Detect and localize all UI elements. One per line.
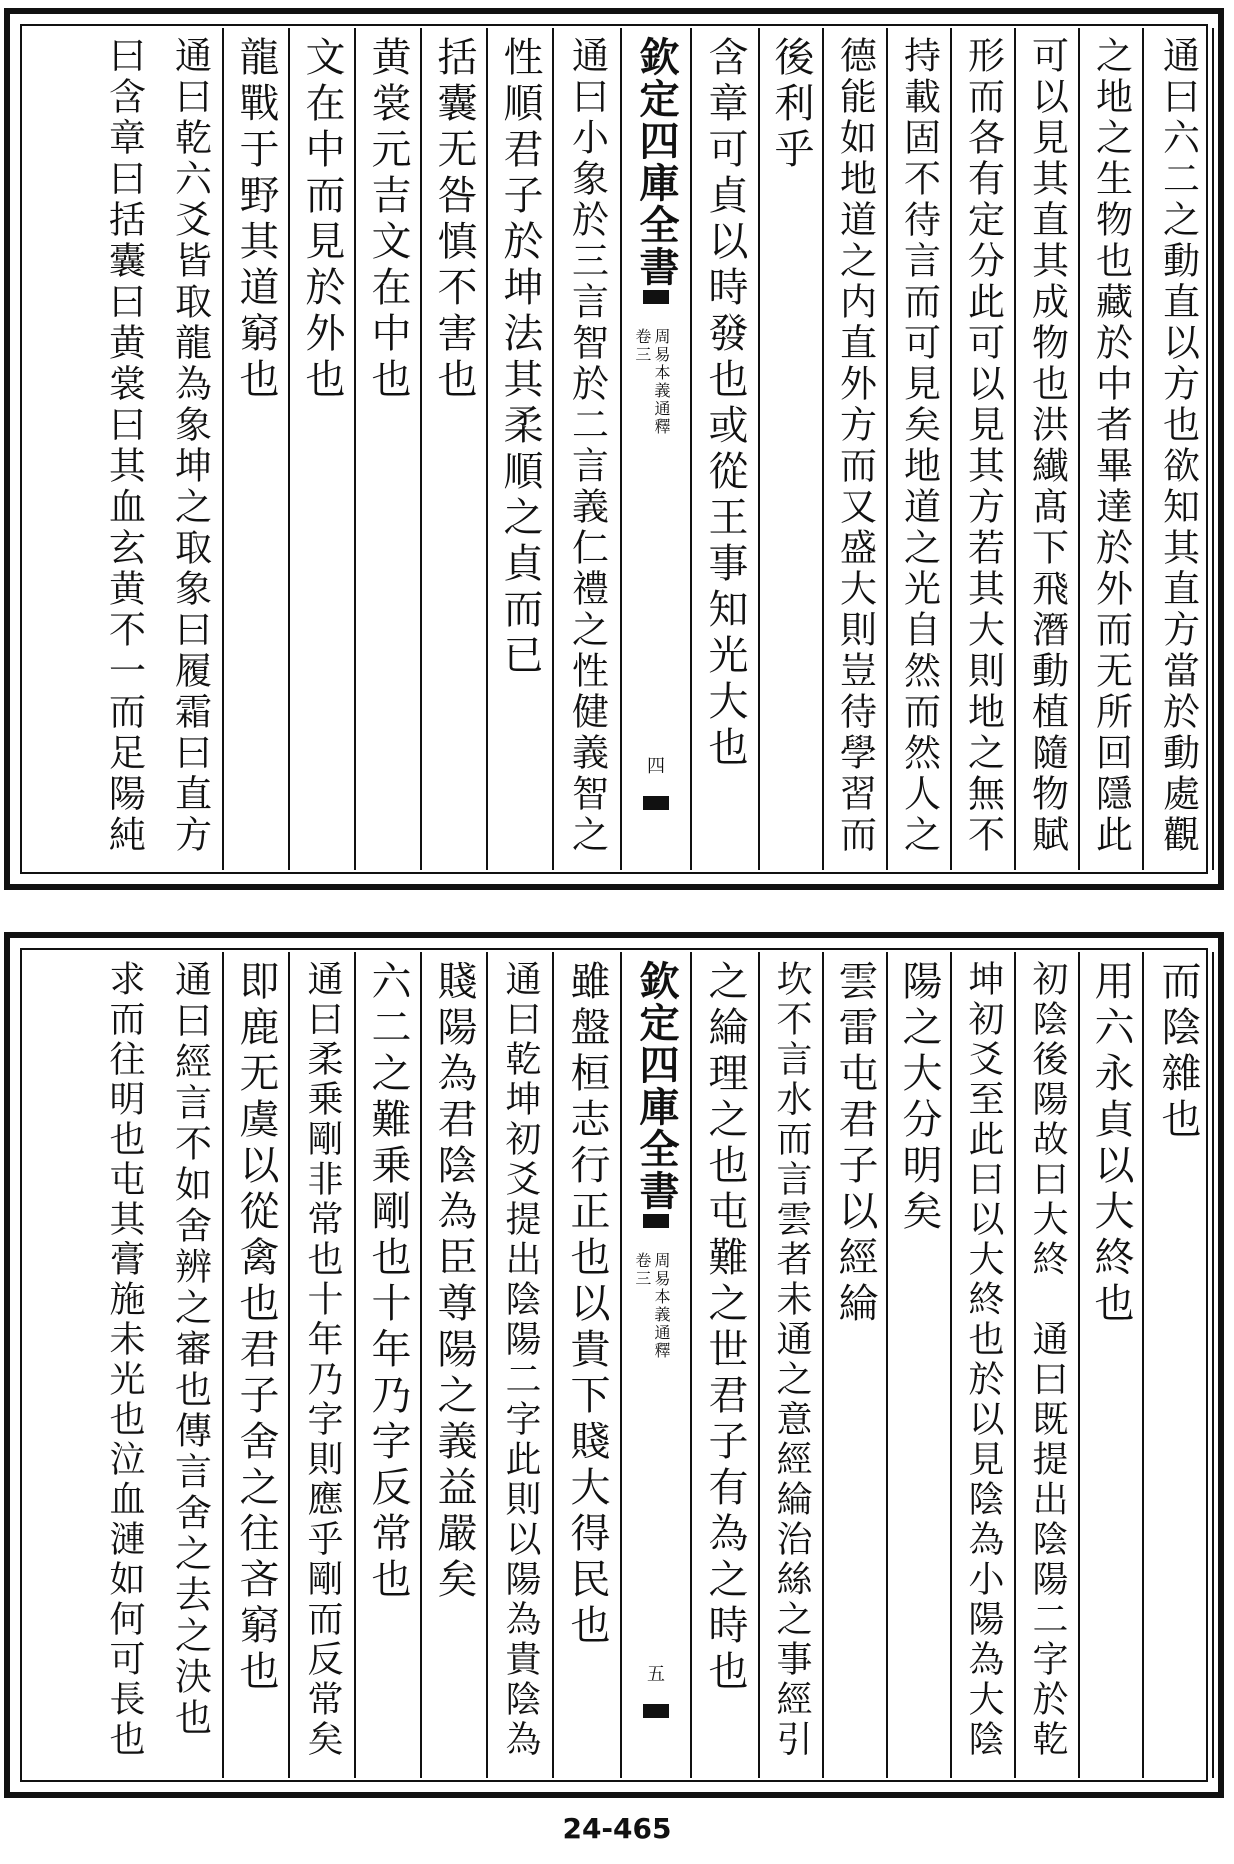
volume-label: 卷三 <box>632 1252 652 1288</box>
text-column <box>824 952 888 1778</box>
text-column <box>488 28 554 870</box>
text-column <box>356 28 422 870</box>
book-title: 周易本義通釋 <box>651 1252 671 1360</box>
text-column <box>488 952 554 1778</box>
column-text: 坎不言水而言雲者未通之意經綸治絲之事經引 <box>771 960 812 1760</box>
column-text: 性順君子於坤法其柔順之貞而已 <box>497 36 543 680</box>
text-column <box>554 952 622 1778</box>
bottom-page-frame <box>20 948 1208 1782</box>
page-number: 四 <box>647 756 665 777</box>
column-text: 雖盤桓志行正也以貴下賤大得民也 <box>564 960 610 1650</box>
text-column <box>692 952 760 1778</box>
column-text: 賤陽為君陰為臣尊陽之義益嚴矣 <box>431 960 477 1604</box>
collection-title: 欽定四庫全書 <box>633 36 680 288</box>
column-text: 曰含章曰括囊曰黄裳曰其血玄黄不一而足陽純 <box>102 36 146 856</box>
fish-tail-mark <box>643 1214 669 1228</box>
column-text: 形而各有定分此可以見其方若其大則地之無不 <box>961 36 1005 856</box>
text-column <box>422 952 488 1778</box>
text-column <box>888 28 952 870</box>
column-text: 文在中而見於外也 <box>299 36 345 404</box>
column-text: 坤初爻至此曰以大終也於以見陰為小陽為大陰 <box>963 960 1004 1760</box>
text-column <box>1144 952 1214 1778</box>
text-column <box>1144 28 1214 870</box>
column-text: 持載固不待言而可見矣地道之光自然而然人之 <box>897 36 941 856</box>
column-text: 龍戰于野其道窮也 <box>233 36 279 404</box>
collection-title: 欽定四庫全書 <box>633 960 680 1212</box>
fish-tail-mark <box>643 1704 669 1718</box>
text-column <box>952 28 1016 870</box>
text-column <box>158 952 224 1778</box>
text-column <box>952 952 1016 1778</box>
fish-tail-mark <box>643 290 669 304</box>
column-text: 之綸理之也屯難之世君子有為之時也 <box>702 960 748 1696</box>
column-text: 含章可貞以時發也或從王事知光大也 <box>702 36 748 772</box>
text-column <box>824 28 888 870</box>
text-column <box>1080 952 1144 1778</box>
column-text: 陽之大分明矣 <box>896 960 942 1236</box>
column-text: 通曰乾坤初爻提出陰陽二字此則以陽為貴陰為 <box>500 960 541 1760</box>
column-text: 而陰雜也 <box>1155 960 1201 1144</box>
column-text: 德能如地道之内直外方而又盛大則豈待學習而 <box>833 36 877 856</box>
column-text: 通曰六二之動直以方也欲知其直方當於動處觀 <box>1156 36 1200 856</box>
column-text: 六二之難乗剛也十年乃字反常也 <box>365 960 411 1604</box>
column-text: 黄裳元吉文在中也 <box>365 36 411 404</box>
top-page <box>4 8 1224 890</box>
text-column <box>1016 952 1080 1778</box>
text-column <box>422 28 488 870</box>
text-column <box>356 952 422 1778</box>
column-text: 括囊无咎慎不害也 <box>431 36 477 404</box>
center-strip <box>622 952 692 1778</box>
column-text: 用六永貞以大終也 <box>1088 960 1134 1328</box>
text-column <box>760 952 824 1778</box>
column-text: 之地之生物也藏於中者畢達於外而无所回隱此 <box>1089 36 1133 856</box>
column-text: 求而往明也屯其膏施未光也泣血漣如何可長也 <box>104 960 145 1760</box>
page-label: 24-465 <box>562 1812 672 1845</box>
text-column <box>158 28 224 870</box>
fish-tail-mark <box>643 796 669 810</box>
column-text: 即鹿无虞以從禽也君子舍之往吝窮也 <box>233 960 279 1696</box>
column-text: 通曰乾六爻皆取龍為象坤之取象曰履霜曰直方 <box>168 36 212 856</box>
column-text: 通曰經言不如舍辨之審也傳言舍之去之決也 <box>168 960 212 1739</box>
column-text: 初陰後陽故曰大終 通曰既提出陰陽二字於乾 <box>1027 960 1068 1760</box>
text-column <box>90 28 158 870</box>
text-column <box>290 28 356 870</box>
column-text: 通曰小象於三言智於二言義仁禮之性健義智之 <box>565 36 609 856</box>
column-text: 可以見其直其成物也洪纎髙下飛潛動植隨物賦 <box>1025 36 1069 856</box>
column-text: 雲雷屯君子以經綸 <box>832 960 878 1328</box>
page-number: 五 <box>647 1664 665 1685</box>
bottom-page <box>4 932 1224 1798</box>
column-text: 通曰柔乗剛非常也十年乃字則應乎剛而反常矣 <box>302 960 343 1760</box>
text-column <box>554 28 622 870</box>
center-strip <box>622 28 692 870</box>
text-column <box>1080 28 1144 870</box>
text-column <box>760 28 824 870</box>
text-column <box>692 28 760 870</box>
text-column <box>1016 28 1080 870</box>
text-column <box>224 28 290 870</box>
text-column <box>888 952 952 1778</box>
text-column <box>224 952 290 1778</box>
text-column <box>290 952 356 1778</box>
column-text: 後利乎 <box>768 36 814 174</box>
text-column <box>90 952 158 1778</box>
top-page-frame <box>20 24 1208 874</box>
book-title: 周易本義通釋 <box>651 328 671 436</box>
volume-label: 卷三 <box>632 328 652 364</box>
